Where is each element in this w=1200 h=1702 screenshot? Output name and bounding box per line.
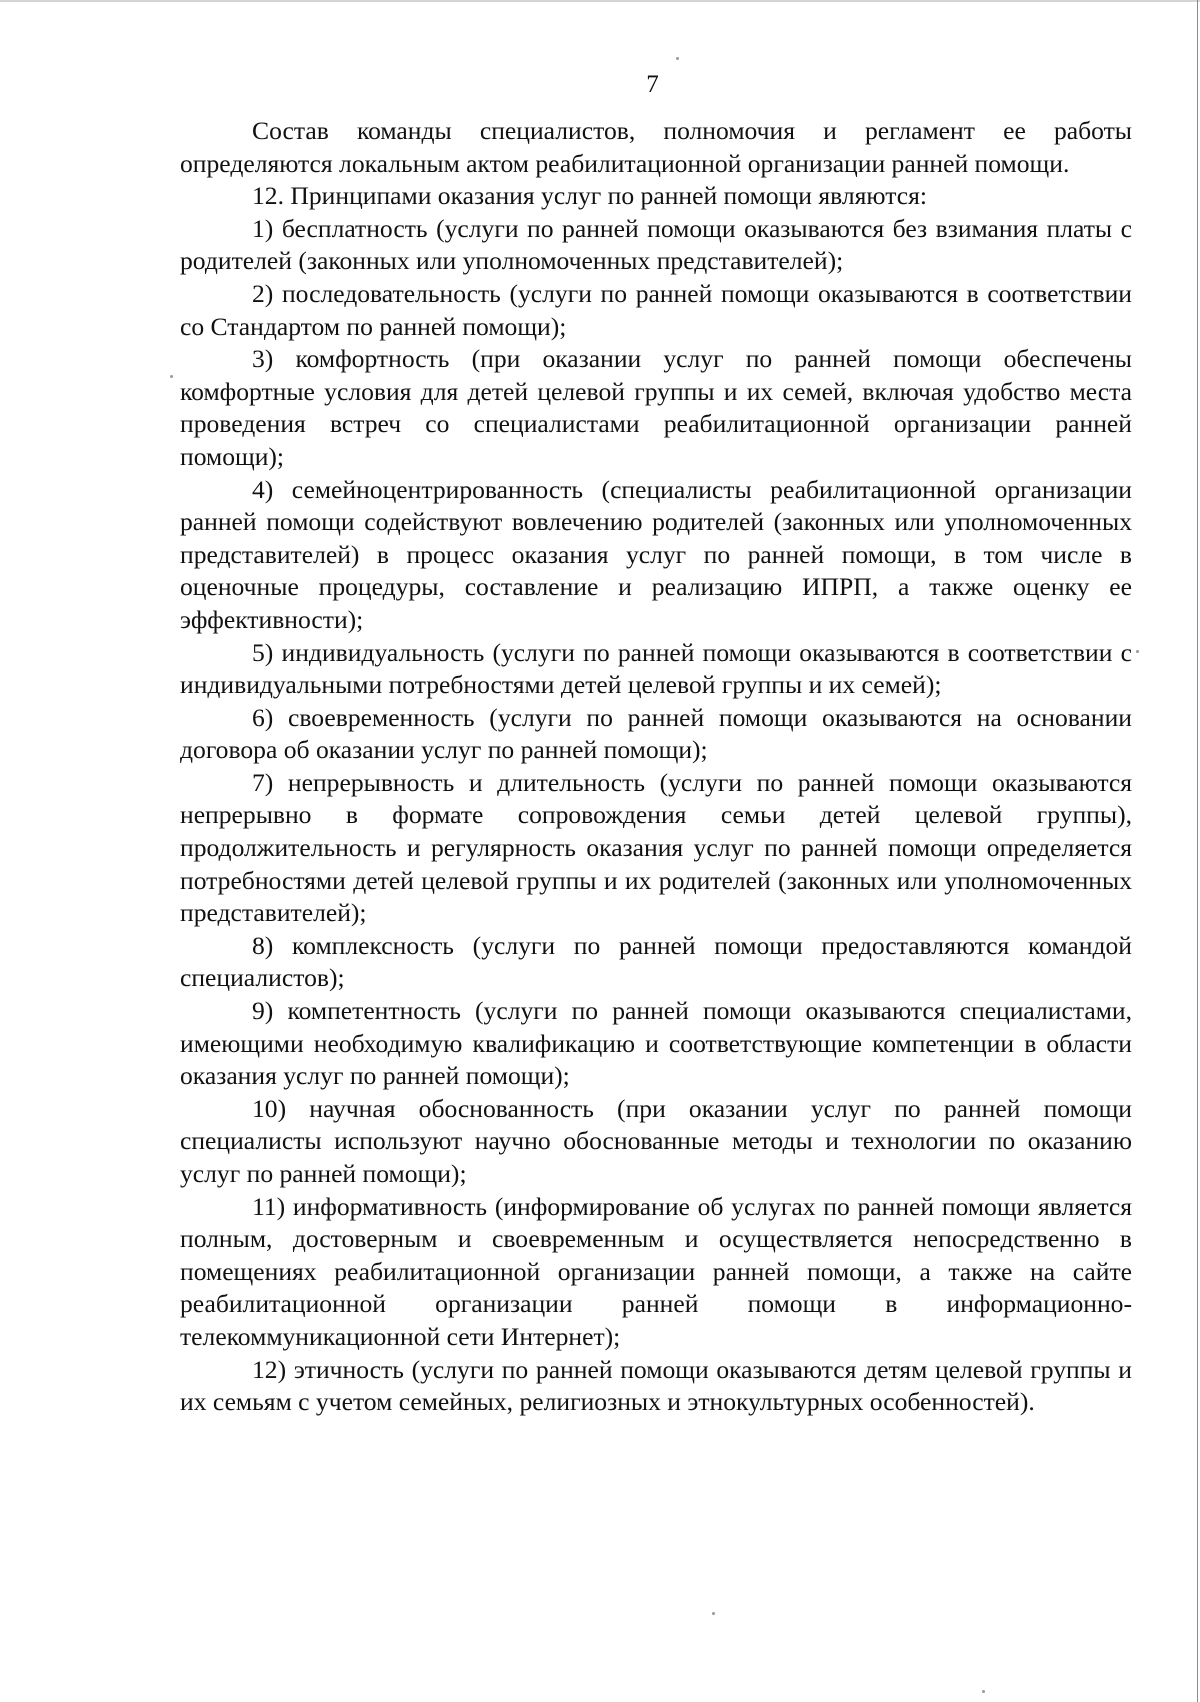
paragraph-principles-heading: 12. Принципами оказания услуг по ранней помощи являются: <box>252 181 927 211</box>
list-item-principle-4: 4) семейноцентрированность (специалисты реабилитационной организации ранней помощи содействуют вовлечению родителей (законных или уполномоченных представителей) в процесс оказания услуг по ранней помощи, в том числе в оценочные процедуры, составление и реализацию ИПРП, а также оценку ее эффективности); <box>180 474 1132 634</box>
scan-speck <box>676 57 679 60</box>
list-item-principle-5: 5) индивидуальность (услуги по ранней помощи оказываются в соответствии с индивидуальными потребностями детей целевой группы и их семей); <box>180 637 1132 700</box>
paragraph-team-composition: Состав команды специалистов, полномочия и регламент ее работы определяются локальным актом реабилитационной организации ранней помощи. <box>180 116 1132 178</box>
scan-edge-top <box>0 0 1200 2</box>
scan-speck <box>982 1690 985 1693</box>
list-item-principle-8: 8) комплексность (услуги по ранней помощи предоставляются командой специалистов); <box>180 930 1132 993</box>
list-item-principle-3: 3) комфортность (при оказании услуг по ранней помощи обеспечены комфортные условия для детей целевой группы и их семей, включая удобство места проведения встреч со специалистами реабилитационной организации ранней помощи); <box>180 344 1132 471</box>
scan-speck <box>712 1612 715 1615</box>
page-number: 7 <box>646 71 659 98</box>
list-item-principle-1: 1) бесплатность (услуги по ранней помощи оказываются без взимания платы с родителей (законных или уполномоченных представителей); <box>180 213 1132 276</box>
document-body <box>180 115 1132 1419</box>
list-item-principle-10: 10) научная обоснованность (при оказании услуг по ранней помощи специалисты используют научно обоснованные методы и технологии по оказанию услуг по ранней помощи); <box>180 1093 1132 1188</box>
scan-edge-right <box>1197 0 1198 1702</box>
list-item-principle-6: 6) своевременность (услуги по ранней помощи оказываются на основании договора об оказании услуг по ранней помощи); <box>180 702 1132 765</box>
list-item-principle-11: 11) информативность (информирование об услугах по ранней помощи является полным, достоверным и своевременным и осуществляется непосредственно в помещениях реабилитационной организации ранней помощи, а также на сайте реабилитационной организации ранней помощи в информационно-телекоммуникационной сети Интернет); <box>180 1191 1132 1351</box>
list-item-principle-9: 9) компетентность (услуги по ранней помощи оказываются специалистами, имеющими необходимую квалификацию и соответствующие компетенции в области оказания услуг по ранней помощи); <box>180 996 1132 1091</box>
scan-speck <box>1136 650 1139 653</box>
list-item-principle-7: 7) непрерывность и длительность (услуги по ранней помощи оказываются непрерывно в формате сопровождения семьи детей целевой группы), продолжительность и регулярность оказания услуг по ранней помощи определяется потребностями детей целевой группы и их родителей (законных или уполномоченных представителей); <box>180 767 1132 928</box>
scan-speck <box>170 375 173 378</box>
list-item-principle-12: 12) этичность (услуги по ранней помощи оказываются детям целевой группы и их семьям с учетом семейных, религиозных и этнокультурных особенностей). <box>180 1354 1132 1417</box>
list-item-principle-2: 2) последовательность (услуги по ранней помощи оказываются в соответствии со Стандартом по ранней помощи); <box>180 278 1132 341</box>
